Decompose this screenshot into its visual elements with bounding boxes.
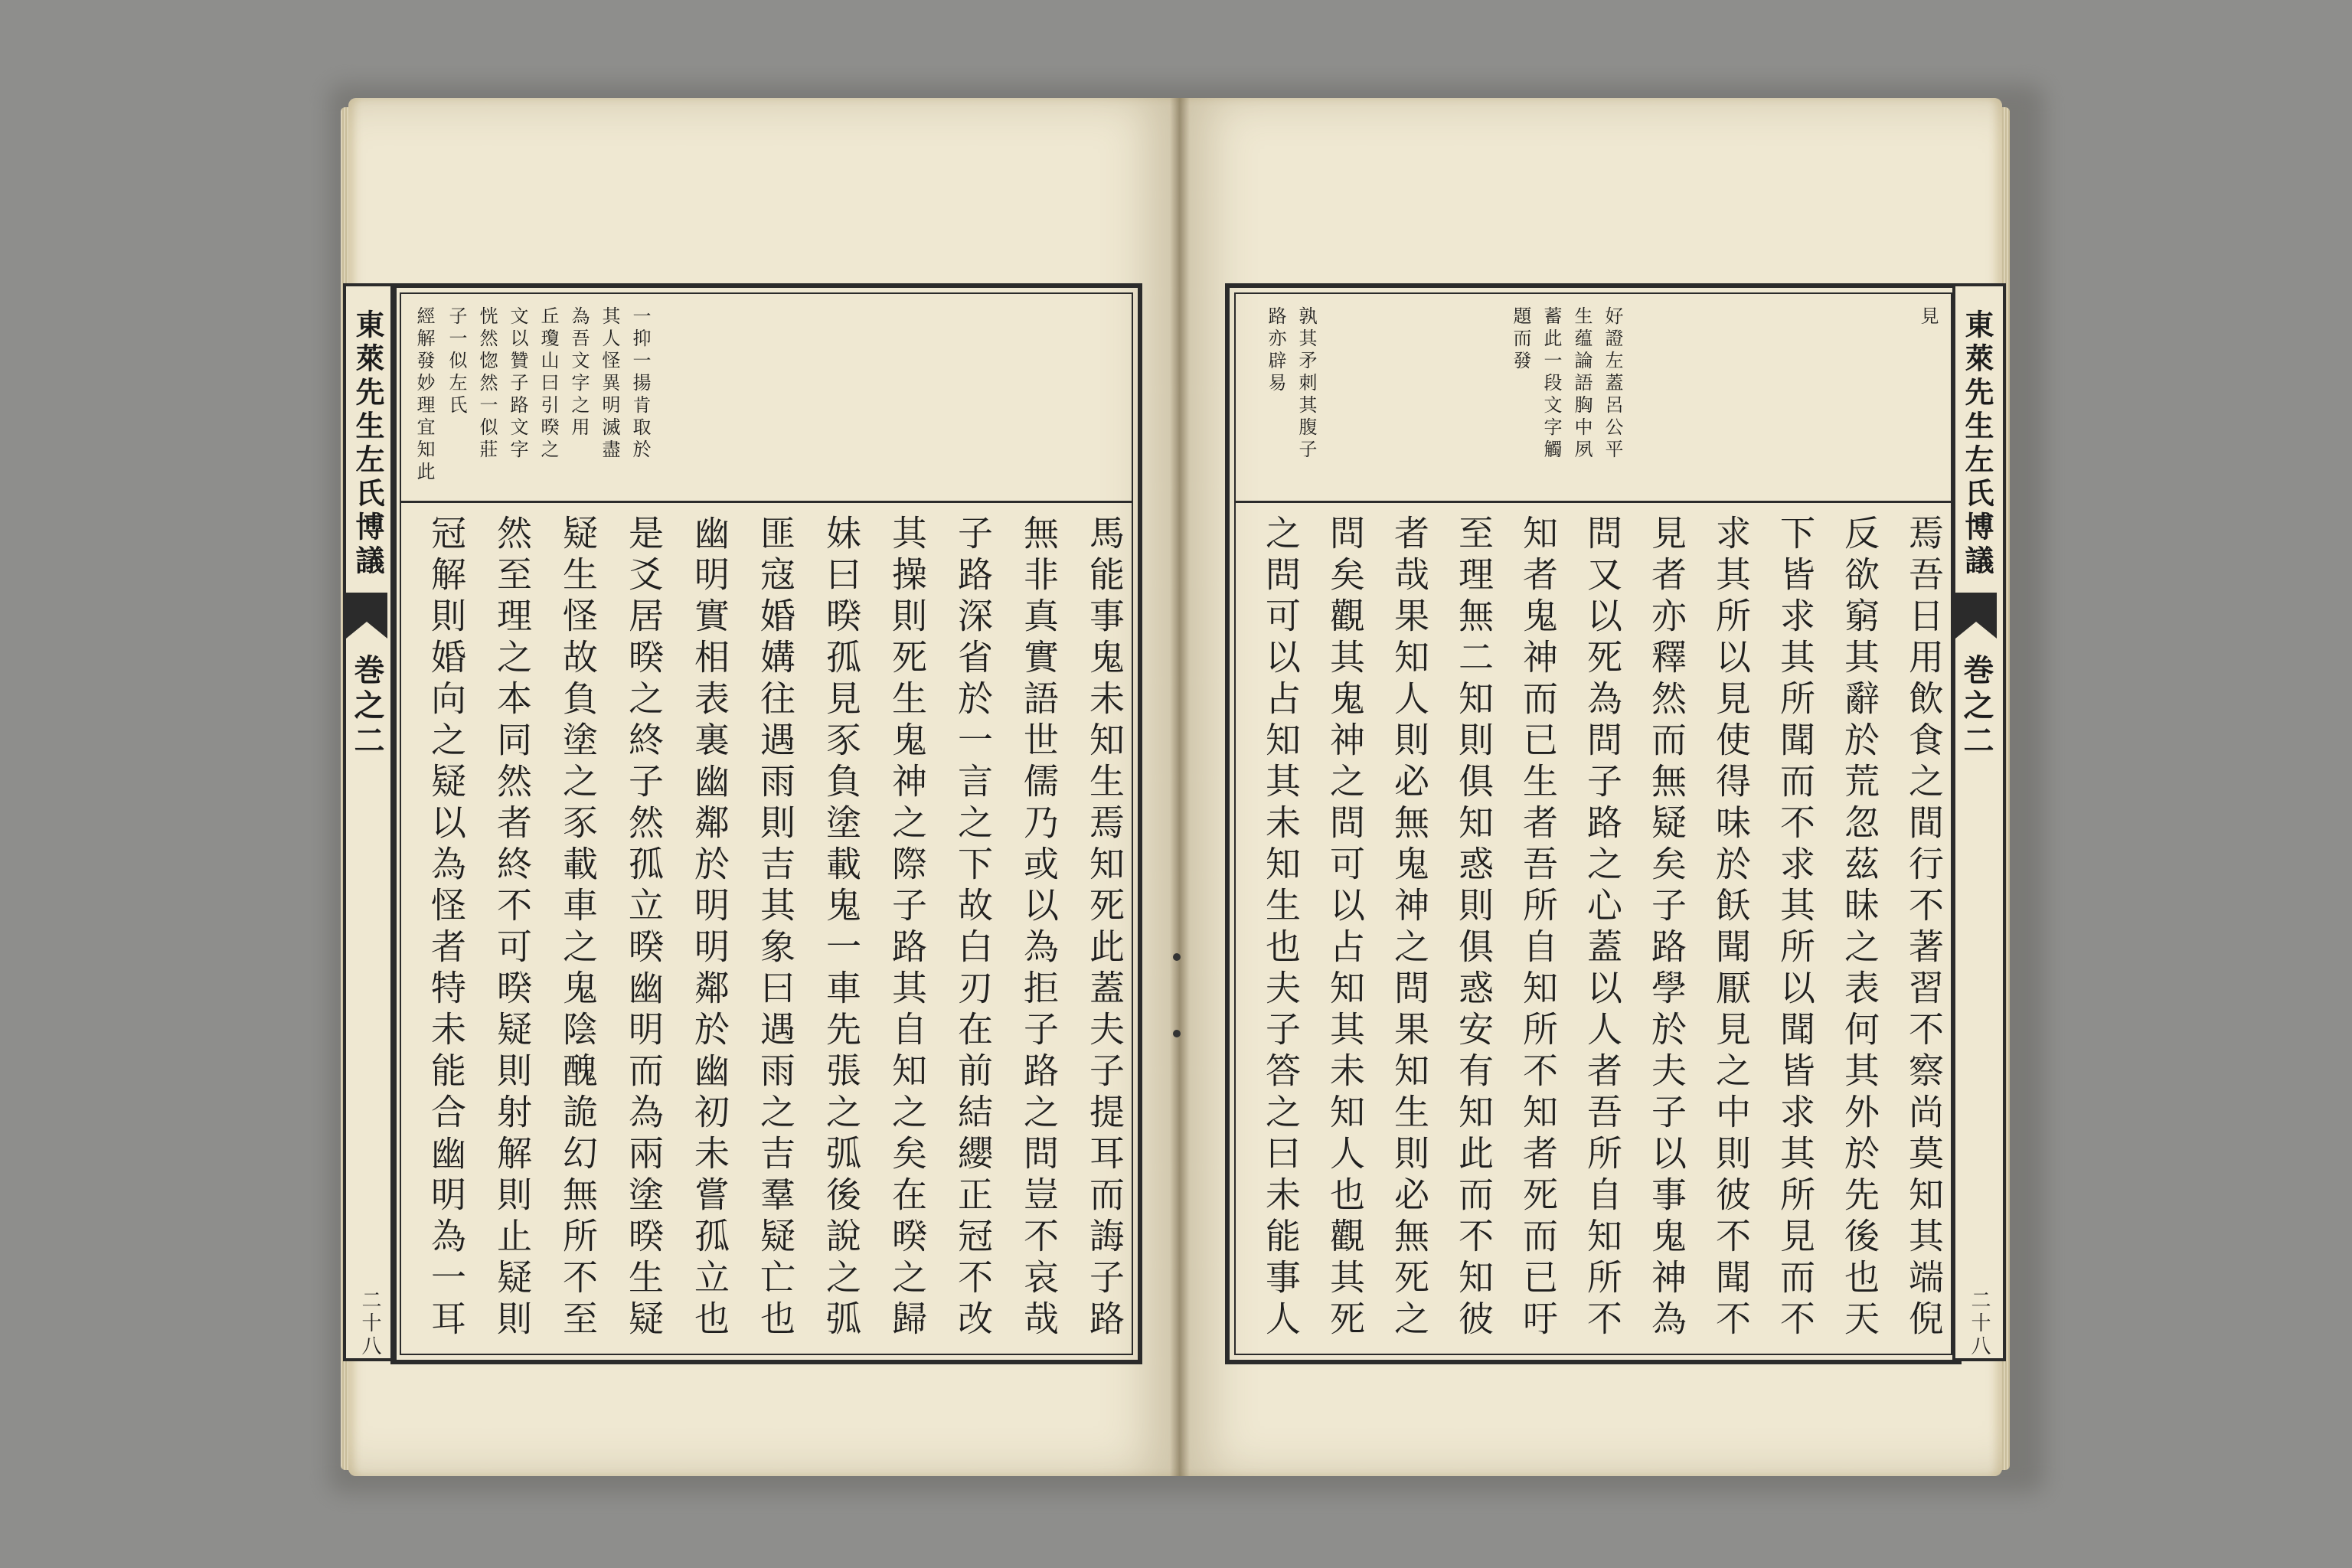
left-text-frame xyxy=(390,283,1142,1364)
head-note: 恍然惚然一似莊 xyxy=(476,306,498,462)
head-note: 見 xyxy=(1917,306,1939,328)
head-note: 生蕴論語胸中夙 xyxy=(1571,306,1592,462)
fishtail-icon xyxy=(346,593,387,639)
text-column: 然至理之本同然者終不可暌疑則射解則止疑則 xyxy=(492,514,533,1341)
head-note: 文以贊子路文字 xyxy=(507,306,528,462)
binding-hole xyxy=(1173,953,1181,961)
text-column: 子路深省於一言之下故白刃在前結纓正冠不改 xyxy=(952,514,994,1341)
text-column: 見者亦釋然而無疑矣子路學於夫子以事鬼神為 xyxy=(1646,514,1687,1341)
text-column: 是爻居暌之終子然孤立暌幽明而為兩塗暌生疑 xyxy=(623,514,665,1341)
text-column: 冠解則婚向之疑以為怪者特未能合幽明為一耳 xyxy=(426,514,467,1341)
head-note: 為吾文字之用 xyxy=(568,306,590,439)
text-column: 妹曰暌孤見豕負塗載鬼一車先張之弧後說之弧 xyxy=(821,514,862,1341)
right-band-folio: 二十八 xyxy=(1968,1289,1991,1358)
text-column: 疑生怪故負塗之豕載車之鬼陰醜詭幻無所不至 xyxy=(557,514,599,1341)
text-column: 下皆求其所聞而不求其所以聞皆求其所見而不 xyxy=(1775,514,1816,1341)
right-page-margin-band xyxy=(1952,283,2006,1361)
head-note: 孰其矛刺其腹子 xyxy=(1295,306,1317,462)
right-text-frame xyxy=(1225,283,1962,1364)
right-head-notes xyxy=(1236,294,1951,503)
text-column: 問又以死為問子路之心蓋以人者吾所自知所不 xyxy=(1582,514,1623,1341)
left-band-volume: 巻之二 xyxy=(349,654,385,760)
right-main-text xyxy=(1236,504,1951,1354)
left-head-notes xyxy=(401,294,1132,503)
head-note: 丘瓊山曰引暌之 xyxy=(537,306,559,462)
book-gutter xyxy=(1170,98,1190,1476)
left-main-text xyxy=(401,504,1132,1354)
text-column: 之問可以占知其未知生也夫子答之曰未能事人 xyxy=(1260,514,1302,1341)
text-column: 馬能事鬼未知生焉知死此蓋夫子提耳而誨子路 xyxy=(1084,514,1125,1341)
text-column: 至理無二知則俱知惑則俱惑安有知此而不知彼 xyxy=(1453,514,1494,1341)
right-band-volume: 巻之二 xyxy=(1958,654,1994,760)
text-column: 其操則死生鬼神之際子路其自知之矣在暌之歸 xyxy=(887,514,928,1341)
text-column: 幽明實相表裏幽鄰於明明鄰於幽初未嘗孤立也 xyxy=(689,514,730,1341)
text-column: 問矣觀其鬼神之問可以占知其未知人也觀其死 xyxy=(1325,514,1366,1341)
text-column: 焉吾日用飲食之間行不著習不察尚莫知其端倪 xyxy=(1903,514,1945,1341)
text-column: 求其所以見使得味於飫聞厭見之中則彼不聞不 xyxy=(1710,514,1752,1341)
text-column: 知者鬼神而已生者吾所自知所不知者死而已吁 xyxy=(1517,514,1559,1341)
left-page-margin-band xyxy=(343,283,397,1361)
head-note: 蓄此一段文字觸 xyxy=(1540,306,1562,462)
left-band-folio: 二十八 xyxy=(358,1289,381,1358)
left-band-title: 東萊先生左氏博議 xyxy=(351,309,385,579)
head-note: 題而發 xyxy=(1510,306,1531,373)
head-note: 經解發妙理宜知此 xyxy=(413,306,435,484)
text-column: 者哉果知人則必無鬼神之問果知生則必無死之 xyxy=(1389,514,1430,1341)
head-note: 其人怪異明滅盡 xyxy=(599,306,620,462)
text-column: 反欲窮其辭於荒忽茲昧之表何其外於先後也天 xyxy=(1839,514,1880,1341)
fishtail-icon xyxy=(1955,593,1997,639)
head-note: 路亦辟易 xyxy=(1265,306,1286,395)
text-column: 無非真實語世儒乃或以為拒子路之問豈不哀哉 xyxy=(1018,514,1060,1341)
right-band-title: 東萊先生左氏博議 xyxy=(1960,309,1994,579)
text-column: 匪寇婚媾往遇雨則吉其象曰遇雨之吉羣疑亡也 xyxy=(755,514,796,1341)
binding-hole xyxy=(1173,1030,1181,1037)
head-note: 子一似左氏 xyxy=(446,306,467,417)
head-note: 好證左蓋呂公平 xyxy=(1602,306,1623,462)
head-note: 一抑一揚肯取於 xyxy=(629,306,651,462)
